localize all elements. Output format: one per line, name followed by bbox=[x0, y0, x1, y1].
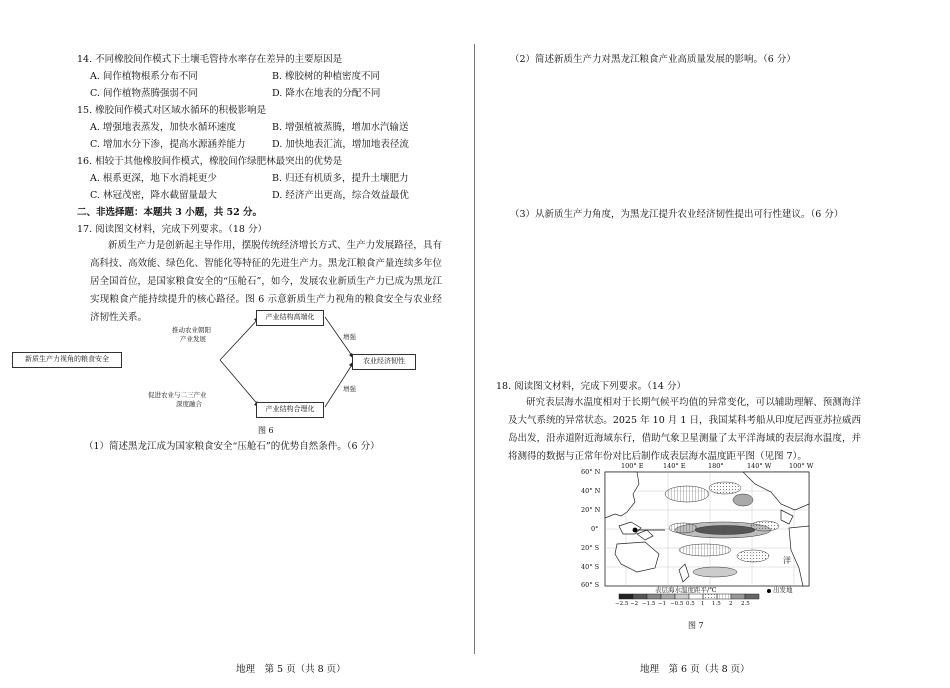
q16-option-b: B. 归还有机质多，提升土壤肥力 bbox=[272, 173, 409, 184]
legend-tick: −1.5 bbox=[642, 601, 656, 607]
q16-stem: 16. 相较于其他橡胶间作模式，橡胶间作绿肥林最突出的优势是 bbox=[77, 156, 343, 167]
left-page-footer: 地理 第 5 页（共 8 页） bbox=[236, 664, 346, 675]
lat-label-60s: 60° S bbox=[581, 581, 600, 589]
legend-tick: −0.5 bbox=[670, 601, 684, 607]
q18-stem: 18. 阅读图文材料，完成下列要求。（14 分） bbox=[496, 381, 686, 392]
diagram-box-food-security: 新质生产力视角的粮食安全 bbox=[12, 352, 122, 368]
lon-label-100e: 100° E bbox=[621, 462, 644, 470]
diagram-label-top-left-1: 推动农业朝阳 bbox=[172, 326, 211, 334]
q15-option-c: C. 增加水分下渗，提高水源涵养能力 bbox=[90, 139, 246, 150]
q14-option-a: A. 间作植物根系分布不同 bbox=[90, 71, 198, 82]
lon-label-100w: 100° W bbox=[789, 462, 814, 470]
figure-6-caption: 图 6 bbox=[258, 426, 274, 435]
lon-label-140w: 140° W bbox=[747, 462, 772, 470]
q14-option-b: B. 橡胶树的种植密度不同 bbox=[272, 71, 381, 82]
diagram-label-top-right: 增强 bbox=[343, 333, 356, 341]
diagram-label-bottom-left-2: 深度融合 bbox=[176, 400, 202, 408]
lon-label-140e: 140° E bbox=[663, 462, 686, 470]
legend-tick: 1 bbox=[701, 601, 705, 607]
legend-tick: −2.5 bbox=[615, 601, 629, 607]
lon-label-180: 180° bbox=[708, 462, 724, 470]
start-point-marker bbox=[633, 528, 638, 533]
lat-label-20s: 20° S bbox=[581, 544, 600, 552]
q17-sub3: （3）从新质生产力角度，为黑龙江提升农业经济韧性提出可行性建议。（6 分） bbox=[510, 209, 844, 220]
q14-option-c: C. 间作植物蒸腾强弱不同 bbox=[90, 88, 198, 99]
lat-label-20n: 20° N bbox=[581, 506, 601, 514]
q16-option-d: D. 经济产出更高，综合效益最优 bbox=[272, 190, 409, 201]
q14-option-d: D. 降水在地表的分配不同 bbox=[272, 88, 381, 99]
legend-tick: −2 bbox=[630, 601, 639, 607]
right-page-footer: 地理 第 6 页（共 8 页） bbox=[640, 664, 750, 675]
diagram-box-resilience: 农业经济韧性 bbox=[352, 354, 416, 370]
q15-stem: 15. 橡胶间作模式对区域水循环的积极影响是 bbox=[77, 105, 267, 116]
q15-option-d: D. 加快地表汇流，增加地表径流 bbox=[272, 139, 409, 150]
q17-sub2: （2）简述新质生产力对黑龙江粮食产业高质量发展的影响。（6 分） bbox=[510, 54, 796, 65]
ocean-label: 洋 bbox=[783, 556, 791, 565]
q15-option-a: A. 增强地表蒸发，加快水循环速度 bbox=[90, 122, 236, 133]
legend-start-label: 出发地 bbox=[773, 586, 793, 594]
legend-tick: 2 bbox=[729, 601, 733, 607]
diagram-box-upgrading: 产业结构高端化 bbox=[256, 310, 324, 326]
lat-label-60n: 60° N bbox=[581, 468, 601, 476]
diagram-label-bottom-left-1: 促进农业与二三产业 bbox=[148, 391, 207, 399]
lat-label-40n: 40° N bbox=[581, 487, 601, 495]
q15-option-b: B. 增强植被蒸腾，增加水汽输送 bbox=[272, 122, 409, 133]
lat-label-40s: 40° S bbox=[581, 563, 600, 571]
figure-7-caption: 图 7 bbox=[688, 621, 704, 630]
legend-title: 表层海水温度距平/℃ bbox=[655, 586, 717, 594]
lat-label-0: 0° bbox=[591, 525, 599, 533]
diagram-label-top-left-2: 产业发展 bbox=[180, 335, 206, 343]
q16-option-c: C. 林冠茂密，降水截留量最大 bbox=[90, 190, 217, 201]
section-heading: 二、非选择题：本题共 3 小题，共 52 分。 bbox=[77, 207, 263, 218]
diagram-label-bottom-right: 增强 bbox=[343, 385, 356, 393]
q16-option-a: A. 根系更深，地下水消耗更少 bbox=[90, 173, 217, 184]
legend-tick: −1 bbox=[658, 601, 667, 607]
q14-stem: 14. 不同橡胶间作模式下土壤毛管持水率存在差异的主要原因是 bbox=[77, 54, 343, 65]
page-divider bbox=[474, 44, 475, 654]
figure-7-map bbox=[575, 464, 815, 614]
legend-tick: 0.5 bbox=[686, 601, 695, 607]
q17-stem: 17. 阅读图文材料，完成下列要求。（18 分） bbox=[77, 224, 267, 235]
legend-tick: 1.5 bbox=[712, 601, 721, 607]
q18-material: 研究表层海水温度相对于长期气候平均值的异常变化，可以辅助理解、预测海洋及大气系统的异常状态。2025 年 10 月 1 日，我国某科考船从印度尼西亚苏拉威西岛出发，沿赤道附近海域东行，借助气象卫星测量了太平洋海域的表层海水温度，并将测得的数据与正常年份对比后制作成表层海水温度距平图（见图 7）。 bbox=[508, 397, 861, 462]
diagram-box-rationalization: 产业结构合理化 bbox=[256, 402, 324, 418]
legend-tick: 2.5 bbox=[741, 601, 750, 607]
q17-material: 新质生产力是创新起主导作用，摆脱传统经济增长方式、生产力发展路径，具有高科技、高效能、绿色化、智能化等特征的先进生产力。黑龙江粮食产量连续多年位居全国首位，是国家粮食安全的“压舱石”，如今，发展农业新质生产力已成为黑龙江实现粮食产能持续提升的核心路径。图 6 示意新质生产力视角的粮食安全与农业经济韧性关系。 bbox=[90, 240, 442, 323]
q17-sub1: （1）简述黑龙江成为国家粮食安全“压舱石”的优势自然条件。（6 分） bbox=[84, 441, 380, 452]
